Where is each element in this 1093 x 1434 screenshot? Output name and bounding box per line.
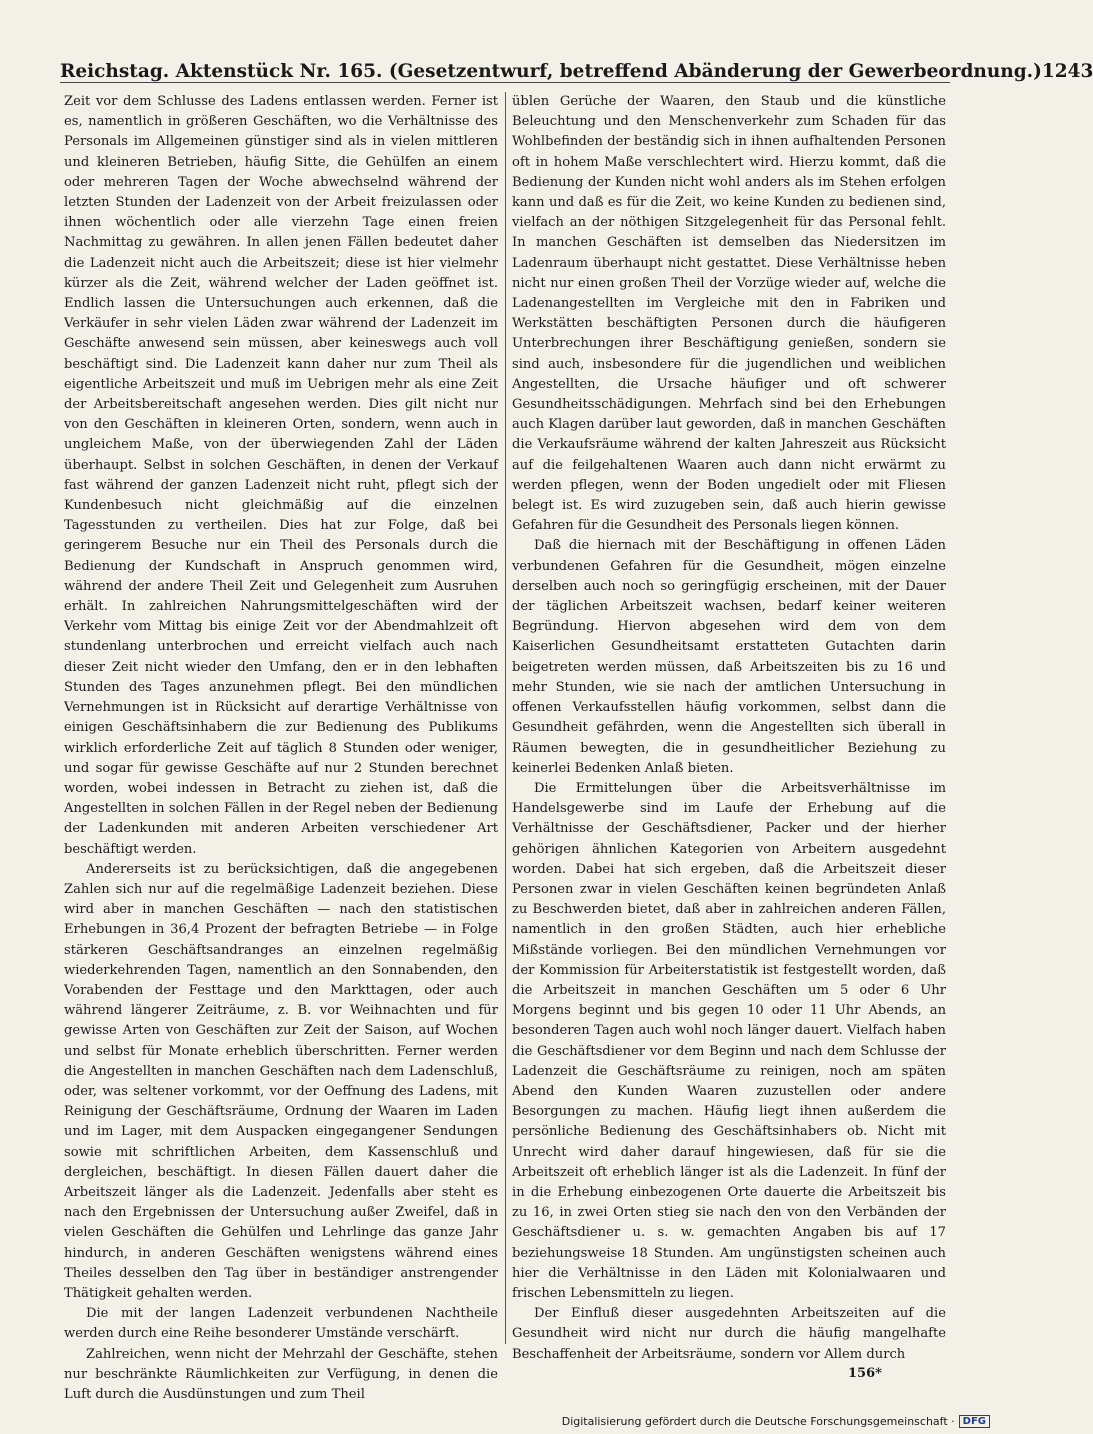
paragraph: Der Einfluß dieser ausgedehnten Arbeitszeiten auf die Gesundheit wird nicht nur durch die häufig mangelhafte Beschaffenheit der Arbeitsräume, sondern vor Allem durch [512,1306,946,1362]
left-column [64,92,498,1402]
paragraph: Zeit vor dem Schlusse des Ladens entlassen werden. Ferner ist es, namentlich in größeren Geschäften, wo die Verhältnisse des Personals im Allgemeinen günstiger sind als in vielen mittleren und kleineren Betrieben, häufig Sitte, die Gehülfen an einem oder mehreren Tagen der Woche abwechselnd während der letzten Stunden der Ladenzeit von der Arbeit freizulassen oder ihnen wöchentlich oder alle vierzehn Tage einen freien Nachmittag zu gewähren. In allen jenen Fällen bedeutet daher die Ladenzeit nicht auch die Arbeitszeit; diese ist hier vielmehr kürzer als die Zeit, während welcher der Laden geöffnet ist. Endlich lassen die Untersuchungen auch erkennen, daß die Verkäufer in sehr vielen Läden zwar während der Ladenzeit im Geschäfte anwesend sein müssen, aber keineswegs auch voll beschäftigt sind. Die Ladenzeit kann daher nur zum Theil als eigentliche Arbeitszeit und muß im Uebrigen mehr als eine Zeit der Arbeitsbereitschaft angesehen werden. Dies gilt nicht nur von den Geschäften in kleineren Orten, sondern, wenn auch in ungleichem Maße, von der überwiegenden Zahl der Läden überhaupt. Selbst in solchen Geschäften, in denen der Verkauf fast während der ganzen Ladenzeit nicht ruht, pflegt sich der Kundenbesuch nicht gleichmäßig auf die einzelnen Tagesstunden zu vertheilen. Dies hat zur Folge, daß bei geringerem Besuche nur ein Theil des Personals durch die Bedienung der Kundschaft in Anspruch genommen wird, während der andere Theil Zeit und Gelegenheit zum Ausruhen erhält. In zahlreichen Nahrungsmittelgeschäften wird der Verkehr vom Mittag bis einige Zeit vor der Abendmahlzeit oft stundenlang unterbrochen und erreicht vielfach auch nach dieser Zeit nicht wieder den Umfang, den er in den lebhaften Stunden des Tages anzunehmen pflegt. Bei den mündlichen Vernehmungen ist in Rücksicht auf derartige Verhältnisse von einigen Geschäftsinhabern die zur Bedienung des Publikums wirklich erforderliche Zeit auf täglich 8 Stunden oder weniger, und sogar für gewisse Geschäfte auf nur 2 Stunden berechnet worden, wobei indessen in Betracht zu ziehen ist, daß die Angestellten in solchen Fällen in der Regel neben der Bedienung der Ladenkunden mit anderen Arbeiten verschiedener Art beschäftigt werden. [64,94,498,857]
running-header [60,46,1093,83]
paragraph: Zahlreichen, wenn nicht der Mehrzahl der Geschäfte, stehen nur beschränkte Räumlichkeiten zur Verfügung, in denen die Luft durch die Ausdünstungen und zum Theil [64,1346,498,1402]
right-column [512,92,946,1362]
page-number: 1243 [1041,61,1093,82]
paragraph: Andererseits ist zu berücksichtigen, daß die angegebenen Zahlen sich nur auf die regelmäßige Ladenzeit beziehen. Diese wird aber in manchen Geschäften — nach den statistischen Erhebungen in 36,4 Prozent der befragten Betriebe — in Folge stärkeren Geschäftsandranges an einzelnen regelmäßig wiederkehrenden Tagen, namentlich an den Sonnabenden, den Vorabenden der Festtage und den Markttagen, oder auch während längerer Zeiträume, z. B. vor Weihnachten und für gewisse Arten von Geschäften zur Zeit der Saison, auf Wochen und selbst für Monate erheblich überschritten. Ferner werden die Angestellten in manchen Geschäften nach dem Ladenschluß, oder, was seltener vorkommt, vor der Oeffnung des Ladens, mit Reinigung der Geschäftsräume, Ordnung der Waaren im Laden und im Lager, mit dem Auspacken eingegangener Sendungen sowie mit schriftlichen Arbeiten, dem Kassenschluß und dergleichen, beschäftigt. In diesen Fällen dauert daher die Arbeitszeit länger als die Ladenzeit. Jedenfalls aber steht es nach den Ergebnissen der Untersuchung außer Zweifel, daß in vielen Geschäften die Gehülfen und Lehrlinge das ganze Jahr hindurch, in anderen Geschäften wenigstens während eines Theiles desselben den Tag über in beständiger anstrengender Thätigkeit gehalten werden. [64,861,498,1301]
dfg-logo: DFG [959,1415,990,1428]
paragraph: Die Ermittelungen über die Arbeitsverhältnisse im Handelsgewerbe sind im Laufe der Erhebung auf die Verhältnisse der Geschäftsdiener, Packer und der hierher gehörigen ähnlichen Kategorien von Arbeitern ausgedehnt worden. Dabei hat sich ergeben, daß die Arbeitszeit dieser Personen zwar in vielen Geschäften keinen begründeten Anlaß zu Beschwerden bietet, daß aber in zahlreichen anderen Fällen, namentlich in den großen Städten, auch hier erhebliche Mißstände vorliegen. Bei den mündlichen Vernehmungen vor der Kommission für Arbeiterstatistik ist festgestellt worden, daß die Arbeitszeit in manchen Geschäften um 5 oder 6 Uhr Morgens beginnt und bis gegen 10 oder 11 Uhr Abends, an besonderen Tagen auch wohl noch länger dauert. Vielfach haben die Geschäftsdiener vor dem Beginn und nach dem Schlusse der Ladenzeit die Geschäftsräume zu reinigen, noch am späten Abend den Kunden Waaren zuzustellen oder andere Besorgungen zu machen. Häufig liegt ihnen außerdem die persönliche Bedienung des Geschäftsinhabers ob. Nicht mit Unrecht wird daher darauf hingewiesen, daß für sie die Arbeitszeit oft erheblich länger ist als die Ladenzeit. In fünf der in die Erhebung einbezogenen Orte dauerte die Arbeitszeit bis zu 16, in zwei Orten stieg sie nach den von den Verbänden der Geschäftsdiener u. s. w. gemachten Angaben bis auf 17 beziehungsweise 18 Stunden. Am ungünstigsten scheinen auch hier die Verhältnisse in den Läden mit Kolonialwaaren und frischen Lebensmitteln zu liegen. [512,780,946,1301]
footer-text: Digitalisierung gefördert durch die Deutsche Forschungsgemeinschaft · [561,1415,955,1428]
signature-mark: 156* [848,1366,882,1381]
column-divider [505,92,506,1344]
paragraph: üblen Gerüche der Waaren, den Staub und die künstliche Beleuchtung und den Menschenverkehr zum Schaden für das Wohlbefinden der beständig sich in ihnen aufhaltenden Personen oft in hohem Maße verschlechtert wird. Hierzu kommt, daß die Bedienung der Kunden nicht wohl anders als im Stehen erfolgen kann und daß es für die Zeit, wo keine Kunden zu bedienen sind, vielfach an der nöthigen Sitzgelegenheit für das Personal fehlt. In manchen Geschäften ist demselben das Niedersitzen im Ladenraum überhaupt nicht gestattet. Diese Verhältnisse heben nicht nur einen großen Theil der Vorzüge wieder auf, welche die Ladenangestellten im Vergleiche mit den in Fabriken und Werkstätten beschäftigten Personen durch die häufigeren Unterbrechungen ihrer Beschäftigung genießen, sondern sie sind auch, insbesondere für die jugendlichen und weiblichen Angestellten, die Ursache häufiger und oft schwerer Gesundheitsschädigungen. Mehrfach sind bei den Erhebungen auch Klagen darüber laut geworden, daß in manchen Geschäften die Verkaufsräume während der kalten Jahreszeit aus Rücksicht auf die feilgehaltenen Waaren auch dann nicht erwärmt zu werden pflegen, wenn der Boden ungedielt oder mit Fliesen belegt ist. Es wird zuzugeben sein, daß auch hierin gewisse Gefahren für die Gesundheit des Personals liegen können. [512,94,946,534]
running-title: Reichstag. Aktenstück Nr. 165. (Gesetzentwurf, betreffend Abänderung der Gewerbeordnung.) [60,61,1042,82]
paragraph: Daß die hiernach mit der Beschäftigung in offenen Läden verbundenen Gefahren für die Gesundheit, mögen einzelne derselben auch noch so geringfügig erscheinen, mit der Dauer der täglichen Arbeitszeit wachsen, bedarf keiner weiteren Begründung. Hiervon abgesehen wird dem von dem Kaiserlichen Gesundheitsamt erstatteten Gutachten darin beigetreten werden müssen, daß Arbeitszeiten bis zu 16 und mehr Stunden, wie sie nach der amtlichen Untersuchung in offenen Verkaufsstellen häufig vorkommen, selbst dann die Gesundheit gefährden, wenn die Angestellten sich überall in Räumen bewegten, die in gesundheitlicher Beziehung zu keinerlei Bedenken Anlaß bieten. [512,538,946,776]
footer-credit [562,1415,990,1428]
paragraph: Die mit der langen Ladenzeit verbundenen Nachtheile werden durch eine Reihe besonderer Umstände verschärft. [64,1306,498,1342]
